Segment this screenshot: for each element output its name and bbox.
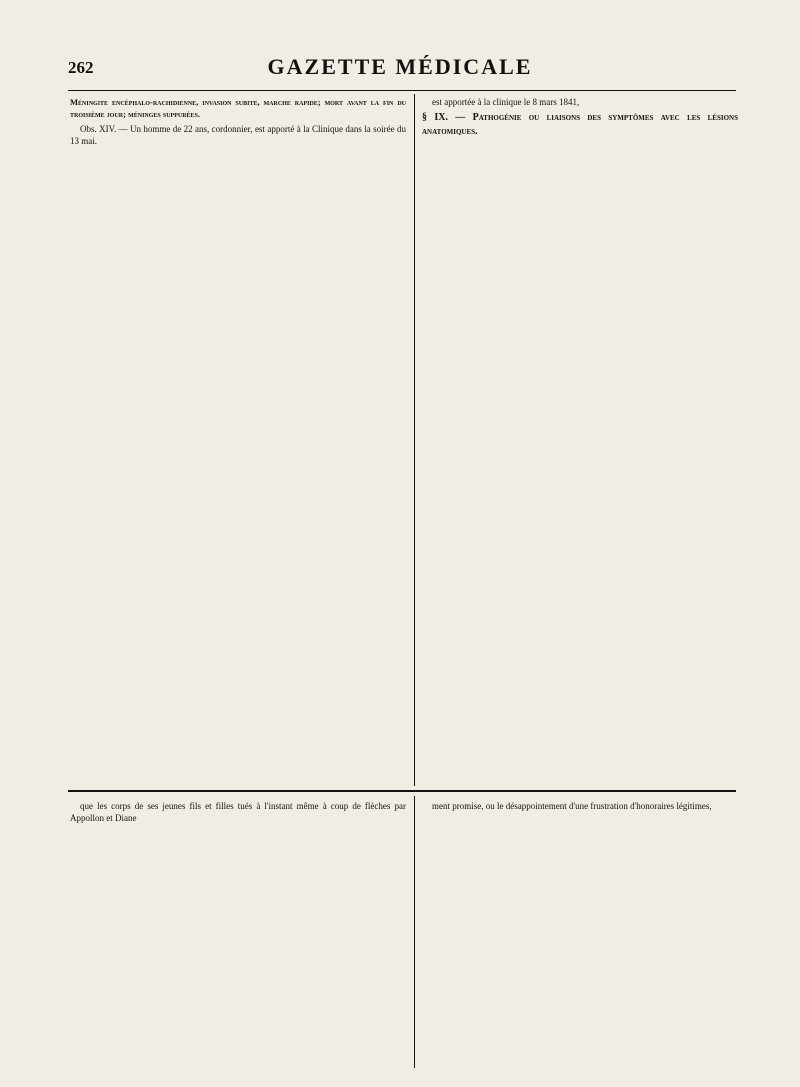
section-separator-rule — [68, 790, 736, 792]
section-ix-title: § IX. — Pathogénie ou liaisons des symptômes avec les lésions anatomiques. — [422, 112, 738, 137]
lower-right-opening: ment promise, ou le désappointement d'une frustration d'honoraires légitimes, — [432, 801, 712, 811]
upper-left-column — [70, 96, 406, 786]
case-caption: Méningite encéphalo-rachidienne, invasion subite, marche rapide; mort avant la fin du troisième jour; méninges suppurées. — [70, 97, 406, 119]
masthead-title: GAZETTE MÉDICALE — [267, 54, 533, 79]
lower-left-column — [70, 800, 406, 1070]
column-divider-lower — [414, 796, 415, 1068]
obs-xiv-opening: Obs. XIV. — Un homme de 22 ans, cordonnier, est apporté à la Clinique dans la soirée du 13 mai. — [70, 124, 406, 146]
column-divider-upper — [414, 94, 415, 786]
upper-right-column — [422, 96, 738, 786]
lower-left-opening: que les corps de ses jeunes fils et filles tués à l'instant même à coup de flèches par Appollon et Diane — [70, 801, 406, 823]
page-number: 262 — [68, 58, 94, 77]
header-rule — [68, 90, 736, 91]
lower-right-column — [422, 800, 738, 1070]
upper-right-opening: est apportée à la clinique le 8 mars 1841, — [432, 97, 580, 107]
page-header — [60, 48, 740, 78]
